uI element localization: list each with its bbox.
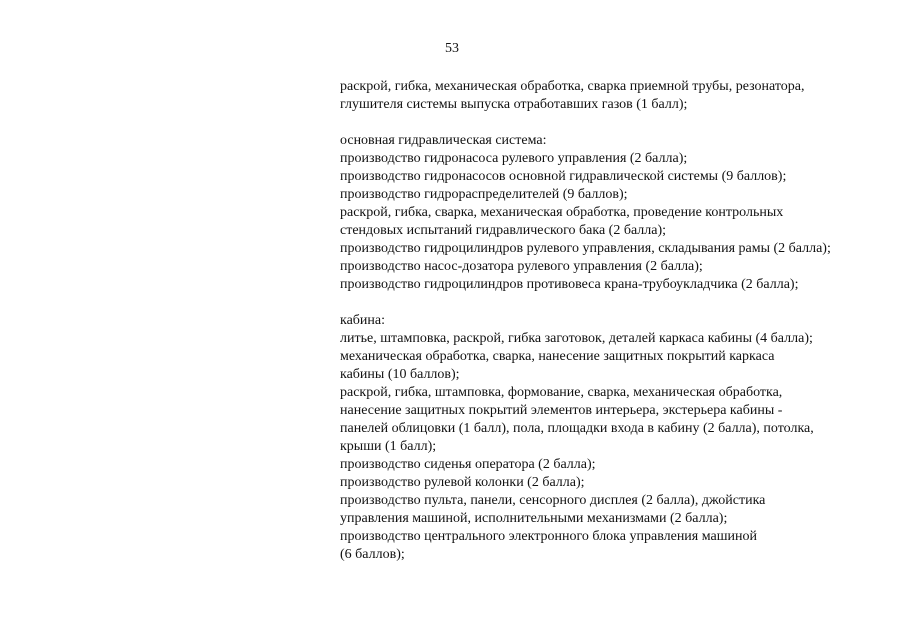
text-line: производство насос-дозатора рулевого управления (2 балла); bbox=[340, 259, 703, 274]
text-line: (6 баллов); bbox=[340, 547, 405, 562]
paragraph-hydraulic-system bbox=[340, 132, 890, 294]
paragraph-gap bbox=[340, 114, 890, 132]
text-line: раскрой, гибка, механическая обработка, сварка приемной трубы, резонатора, bbox=[340, 79, 805, 94]
text-line: стендовых испытаний гидравлического бака (2 балла); bbox=[340, 223, 667, 238]
text-line: производство гидронасосов основной гидравлической системы (9 баллов); bbox=[340, 169, 787, 184]
text-line: крыши (1 балл); bbox=[340, 439, 437, 454]
text-line: производство сиденья оператора (2 балла); bbox=[340, 457, 596, 472]
text-line: раскрой, гибка, сварка, механическая обработка, проведение контрольных bbox=[340, 205, 784, 220]
text-line: управления машиной, исполнительными механизмами (2 балла); bbox=[340, 511, 728, 526]
text-line: производство гидронасоса рулевого управления (2 балла); bbox=[340, 151, 688, 166]
text-line: нанесение защитных покрытий элементов интерьера, экстерьера кабины - bbox=[340, 403, 783, 418]
document-body bbox=[340, 78, 890, 564]
text-line: производство гидроцилиндров противовеса крана-трубоукладчика (2 балла); bbox=[340, 277, 799, 292]
page-number: 53 bbox=[445, 41, 459, 56]
text-line: кабины (10 баллов); bbox=[340, 367, 460, 382]
paragraph-gap bbox=[340, 294, 890, 312]
paragraph-exhaust-system bbox=[340, 78, 890, 114]
text-line: производство центрального электронного блока управления машиной bbox=[340, 529, 757, 544]
section-heading: основная гидравлическая система: bbox=[340, 133, 547, 148]
section-heading: кабина: bbox=[340, 313, 386, 328]
text-line: глушителя системы выпуска отработавших газов (1 балл); bbox=[340, 97, 688, 112]
text-line: панелей облицовки (1 балл), пола, площадки входа в кабину (2 балла), потолка, bbox=[340, 421, 814, 436]
text-line: производство гидрораспределителей (9 баллов); bbox=[340, 187, 628, 202]
text-line: литье, штамповка, раскрой, гибка заготовок, деталей каркаса кабины (4 балла); bbox=[340, 331, 813, 346]
text-line: раскрой, гибка, штамповка, формование, сварка, механическая обработка, bbox=[340, 385, 783, 400]
text-line: производство пульта, панели, сенсорного дисплея (2 балла), джойстика bbox=[340, 493, 766, 508]
paragraph-cabin bbox=[340, 312, 890, 564]
text-line: производство рулевой колонки (2 балла); bbox=[340, 475, 585, 490]
text-line: механическая обработка, сварка, нанесение защитных покрытий каркаса bbox=[340, 349, 775, 364]
text-line: производство гидроцилиндров рулевого управления, складывания рамы (2 балла); bbox=[340, 241, 831, 256]
